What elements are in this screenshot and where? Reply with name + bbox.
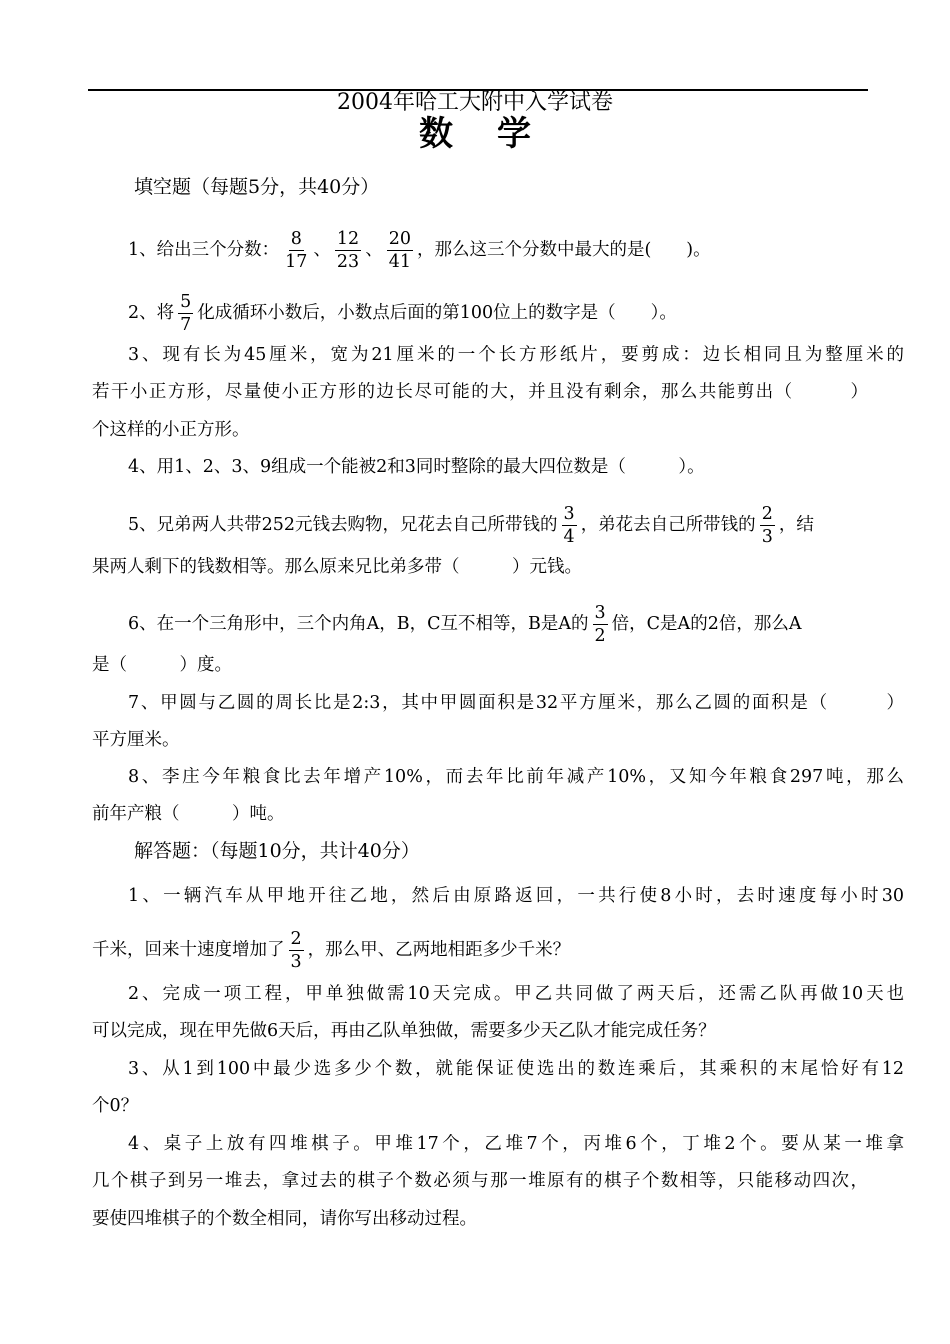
- question-text: 、: [313, 240, 331, 260]
- question-2-4-line1: 4、桌子上放有四堆棋子。甲堆17个，乙堆7个，丙堆6个，丁堆2个。要从某一堆拿: [128, 1134, 904, 1154]
- fraction: [760, 503, 775, 548]
- fraction-denominator: 3: [290, 952, 302, 972]
- question-2-3-line1: 3、从1到100中最少选多少个数，就能保证使选出的数连乘后，其乘积的末尾恰好有12: [128, 1059, 904, 1079]
- question-text: 化成循环小数后，小数点后面的第100位上的数字是（ ）。: [197, 303, 677, 323]
- section-heading-answer: 解答题：（每题10分，共计40分）: [134, 840, 420, 862]
- question-1-7-line1: 7、甲圆与乙圆的周长比是2:3，其中甲圆面积是32平方厘米，那么乙圆的面积是（ ）: [128, 693, 904, 713]
- question-2-2-line1: 2、完成一项工程，甲单独做需10天完成。甲乙共同做了两天后，还需乙队再做10天也: [128, 984, 904, 1004]
- fraction-numerator: 2: [761, 504, 773, 524]
- fraction-numerator: 20: [388, 229, 411, 249]
- question-1-7-line2: 平方厘米。: [92, 730, 180, 750]
- question-1-8-line1: 8、李庄今年粮食比去年增产10%，而去年比前年减产10%，又知今年粮食297吨，那么: [128, 767, 904, 787]
- fraction-denominator: 7: [180, 315, 192, 335]
- question-1-3-line2: 若干小正方形，尽量使小正方形的边长尽可能的大，并且没有剩余，那么共能剪出（ ）: [92, 382, 868, 402]
- question-1-6-line1: [92, 602, 904, 647]
- question-2-2-line2: 可以完成，现在甲先做6天后，再由乙队单独做，需要多少天乙队才能完成任务？: [92, 1021, 716, 1041]
- question-text: 5、兄弟两人共带252元钱去购物，兄花去自己所带钱的: [128, 515, 558, 535]
- question-text: ，弟花去自己所带钱的: [580, 515, 756, 535]
- fraction: [335, 228, 361, 273]
- fraction: [178, 291, 193, 336]
- question-1-5-line2: 果两人剩下的钱数相等。那么原来兄比弟多带（ ）元钱。: [92, 557, 582, 577]
- question-text: 1、给出三个分数：: [128, 240, 280, 260]
- question-text: 2、将: [128, 303, 175, 323]
- question-2-1-line2: [92, 928, 868, 973]
- question-2-4-line3: 要使四堆棋子的个数全相同，请你写出移动过程。: [92, 1209, 477, 1229]
- fraction-denominator: 17: [285, 252, 308, 272]
- question-1-5-line1: [92, 503, 904, 548]
- subject-title: 数学: [419, 114, 575, 154]
- fraction-numerator: 12: [336, 229, 360, 249]
- question-text: 倍，C是A的2倍，那么A: [611, 614, 802, 634]
- fraction-denominator: 4: [563, 527, 575, 547]
- question-1-3-line3: 个这样的小正方形。: [92, 420, 250, 440]
- section-heading-fill-in: 填空题（每题5分，共40分）: [134, 176, 380, 198]
- question-2-3-line2: 个0？: [92, 1096, 139, 1116]
- question-1-8-line2: 前年产粮（ ）吨。: [92, 804, 285, 824]
- question-text: 千米，回来十速度增加了: [92, 940, 285, 960]
- question-2-4-line2: 几个棋子到另一堆去，拿过去的棋子个数必须与那一堆原有的棋子个数相等，只能移动四次，: [92, 1171, 868, 1191]
- fraction: [289, 928, 304, 973]
- fraction-denominator: 41: [388, 252, 411, 272]
- exam-title: 2004年哈工大附中入学试卷: [337, 90, 613, 115]
- fraction: [387, 228, 413, 273]
- question-1-6-line2: 是（ ）度。: [92, 655, 232, 675]
- question-1-3-line1: 3、现有长为45厘米，宽为21厘米的一个长方形纸片，要剪成：边长相同且为整厘米的: [128, 345, 904, 365]
- fraction: [283, 228, 309, 273]
- fraction-numerator: 5: [180, 292, 192, 312]
- question-text: ，那么甲、乙两地相距多少千米？: [307, 940, 571, 960]
- fraction: [593, 602, 608, 647]
- question-1-1: [92, 228, 904, 273]
- question-text: ，结: [778, 515, 814, 535]
- fraction-denominator: 2: [594, 626, 606, 646]
- question-text: ，那么这三个分数中最大的是( )。: [416, 240, 711, 260]
- fraction-numerator: 2: [290, 929, 302, 949]
- question-1-4: 4、用1、2、3、9组成一个能被2和3同时整除的最大四位数是（ ）。: [128, 457, 705, 477]
- question-2-1-line1: 1、一辆汽车从甲地开往乙地，然后由原路返回，一共行使8小时，去时速度每小时30: [128, 886, 904, 906]
- fraction-denominator: 3: [761, 527, 773, 547]
- question-text: 6、在一个三角形中，三个内角A，B，C互不相等，B是A的: [128, 614, 589, 634]
- fraction-denominator: 23: [336, 252, 360, 272]
- question-1-2: [92, 291, 904, 336]
- fraction-numerator: 8: [290, 229, 302, 249]
- fraction: [562, 503, 577, 548]
- fraction-numerator: 3: [563, 504, 575, 524]
- question-text: 、: [365, 240, 383, 260]
- fraction-numerator: 3: [594, 603, 606, 623]
